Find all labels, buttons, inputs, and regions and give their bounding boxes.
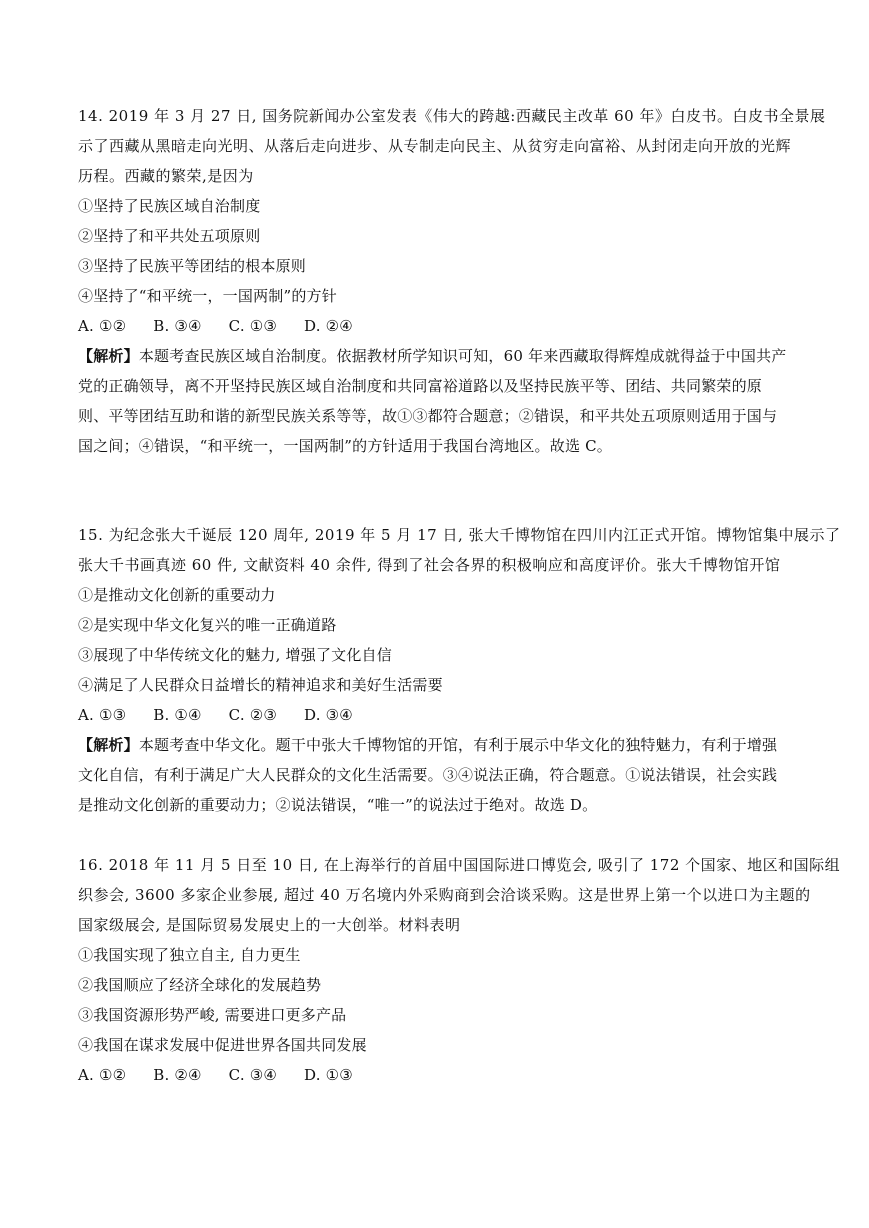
analysis-line: 是推动文化创新的重要动力；②说法错误，“唯一”的说法过于绝对。故选 D。 <box>78 796 598 814</box>
analysis-tag: 【解析】 <box>78 347 139 365</box>
question-stem-line: 15. 为纪念张大千诞辰 120 周年, 2019 年 5 月 17 日, 张大千博物馆在四川内江正式开馆。博物馆集中展示了 <box>78 526 841 544</box>
analysis-text: 本题考查民族区域自治制度。依据教材所学知识可知，60 年来西藏取得辉煌成就得益于中国共产 <box>138 347 787 365</box>
question-15 <box>78 520 841 820</box>
option-item: ④满足了人民群众日益增长的精神追求和美好生活需要 <box>78 676 443 694</box>
answer-choices <box>78 1060 800 1090</box>
question-stem-line: 14. 2019 年 3 月 27 日, 国务院新闻办公室发表《伟大的跨越:西藏民主改革 60 年》白皮书。白皮书全景展 <box>78 107 826 125</box>
option-item: ④我国在谋求发展中促进世界各国共同发展 <box>78 1036 367 1054</box>
question-14 <box>78 101 826 461</box>
choice-a: A. ①③ <box>78 706 127 724</box>
analysis-line: 国之间；④错误，“和平统一，一国两制”的方针适用于我国台湾地区。故选 C。 <box>78 437 612 455</box>
analysis-line <box>78 341 800 371</box>
question-16 <box>78 850 841 1090</box>
option-item: ②我国顺应了经济全球化的发展趋势 <box>78 976 322 994</box>
question-stem-line: 示了西藏从黑暗走向光明、从落后走向进步、从专制走向民主、从贫穷走向富裕、从封闭走向开放的光辉 <box>78 137 792 155</box>
choice-c: C. ③④ <box>228 1066 278 1084</box>
question-stem-line: 国家级展会, 是国际贸易发展史上的一大创举。材料表明 <box>78 916 461 934</box>
analysis-line: 党的正确领导，离不开坚持民族区域自治制度和共同富裕道路以及坚持民族平等、团结、共同繁荣的原 <box>78 377 763 395</box>
choice-b: B. ②④ <box>153 1066 202 1084</box>
choice-d: D. ①③ <box>304 1066 353 1084</box>
analysis-line <box>78 730 800 760</box>
question-stem-line: 张大千书画真迹 60 件, 文献资料 40 余件, 得到了社会各界的积极响应和高度评价。张大千博物馆开馆 <box>78 556 781 574</box>
option-item: ①坚持了民族区域自治制度 <box>78 197 261 215</box>
option-item: ③坚持了民族平等团结的根本原则 <box>78 257 307 275</box>
option-item: ①是推动文化创新的重要动力 <box>78 586 276 604</box>
choice-b: B. ③④ <box>153 317 202 335</box>
option-item: ③展现了中华传统文化的魅力, 增强了文化自信 <box>78 646 392 664</box>
analysis-line: 则、平等团结互助和谐的新型民族关系等等，故①③都符合题意；②错误，和平共处五项原则适用于国与 <box>78 407 778 425</box>
analysis-text: 本题考查中华文化。题干中张大千博物馆的开馆，有利于展示中华文化的独特魅力，有利于增强 <box>138 736 778 754</box>
choice-d: D. ②④ <box>304 317 353 335</box>
choice-c: C. ②③ <box>228 706 278 724</box>
analysis-tag: 【解析】 <box>78 736 139 754</box>
question-stem-line: 织参会, 3600 多家企业参展, 超过 40 万名境内外采购商到会洽谈采购。这是世界上第一个以进口为主题的 <box>78 886 811 904</box>
option-item: ②是实现中华文化复兴的唯一正确道路 <box>78 616 337 634</box>
choice-d: D. ③④ <box>304 706 353 724</box>
question-stem-line: 历程。西藏的繁荣,是因为 <box>78 167 254 185</box>
answer-choices <box>78 311 800 341</box>
option-item: ①我国实现了独立自主, 自力更生 <box>78 946 301 964</box>
option-item: ③我国资源形势严峻, 需要进口更多产品 <box>78 1006 347 1024</box>
choice-a: A. ①② <box>78 1066 127 1084</box>
option-item: ②坚持了和平共处五项原则 <box>78 227 261 245</box>
choice-c: C. ①③ <box>228 317 278 335</box>
choice-b: B. ①④ <box>153 706 202 724</box>
choice-a: A. ①② <box>78 317 127 335</box>
option-item: ④坚持了“和平统一，一国两制”的方针 <box>78 287 337 305</box>
question-stem-line: 16. 2018 年 11 月 5 日至 10 日, 在上海举行的首届中国国际进口博览会, 吸引了 172 个国家、地区和国际组 <box>78 856 841 874</box>
analysis-line: 文化自信，有利于满足广大人民群众的文化生活需要。③④说法正确，符合题意。①说法错误，社会实践 <box>78 766 778 784</box>
answer-choices <box>78 700 800 730</box>
